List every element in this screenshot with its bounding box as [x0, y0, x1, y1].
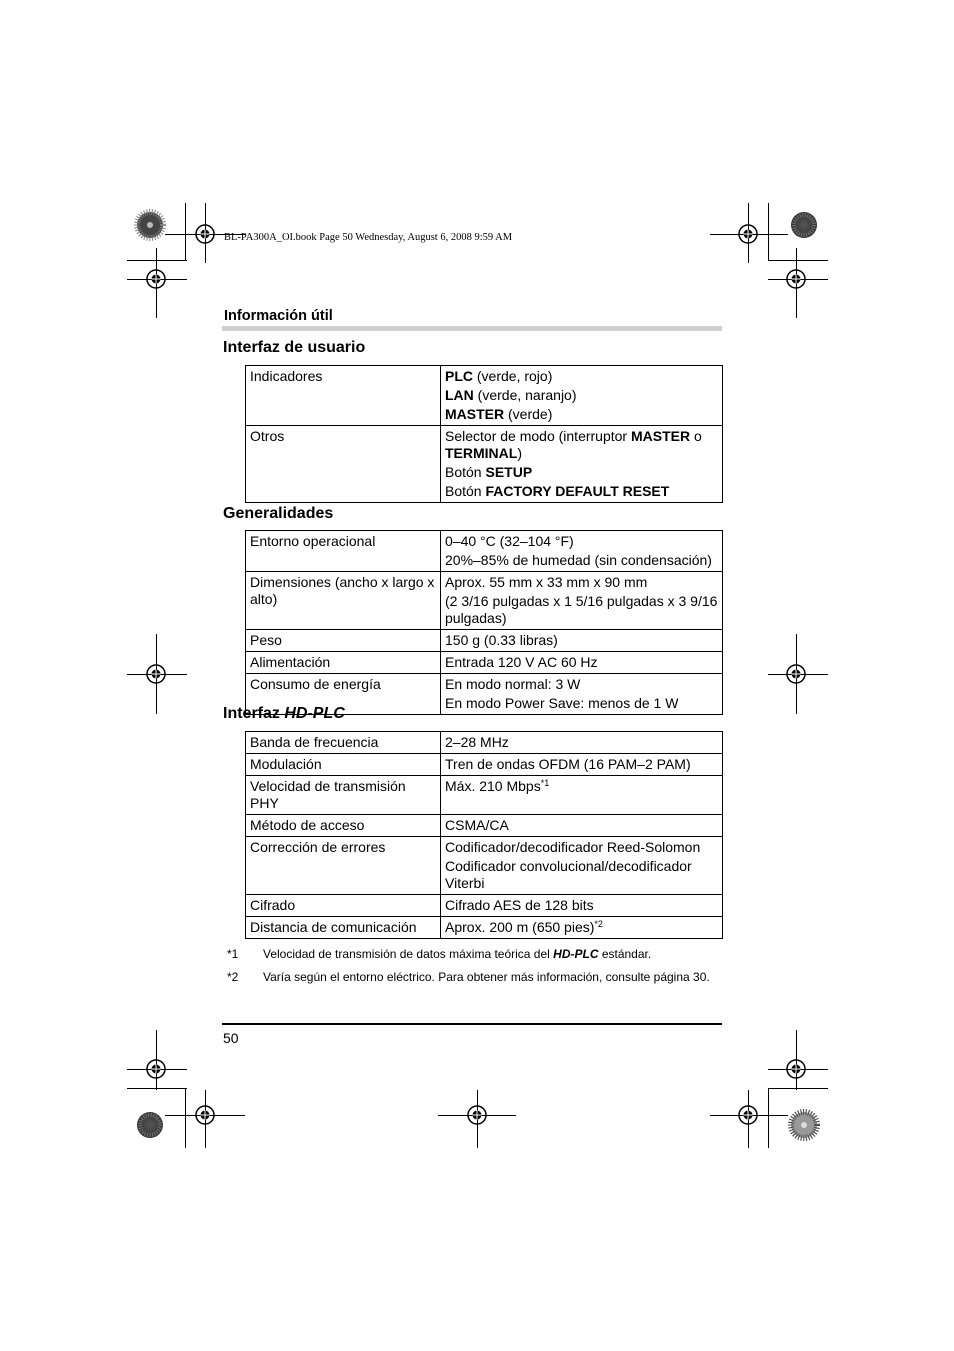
- spec-value: [441, 732, 723, 754]
- text-run: En modo Power Save: menos de 1 W: [445, 695, 679, 711]
- footnote-mark: *1: [227, 947, 239, 961]
- heading-prefix: Interfaz: [223, 705, 285, 722]
- value-line: [445, 632, 718, 649]
- value-line: [445, 428, 718, 462]
- spec-label: Dimensiones (ancho x largo x alto): [246, 572, 441, 630]
- text-run: (verde): [504, 406, 553, 422]
- footnote-2: [227, 970, 733, 985]
- table-row: [246, 426, 723, 503]
- spec-label: Cifrado: [246, 895, 441, 917]
- value-line: [445, 574, 718, 591]
- spec-label: Velocidad de transmisión PHY: [246, 776, 441, 815]
- heading-italic: HD-PLC: [284, 705, 345, 722]
- text-run: 150 g (0.33 libras): [445, 632, 558, 648]
- spec-label: Banda de frecuencia: [246, 732, 441, 754]
- spec-value: [441, 572, 723, 630]
- spec-value: [441, 366, 723, 426]
- text-run: TERMINAL: [445, 445, 518, 461]
- value-line: [445, 368, 718, 385]
- spec-value: [441, 426, 723, 503]
- spec-value: [441, 754, 723, 776]
- text-run: Cifrado AES de 128 bits: [445, 897, 594, 913]
- text-run: LAN: [445, 387, 474, 403]
- section-header: Información útil: [224, 308, 333, 324]
- text-run: Tren de ondas OFDM (16 PAM–2 PAM): [445, 756, 691, 772]
- value-line: [445, 387, 718, 404]
- text-run: Codificador convolucional/decodificador Viterbi: [445, 858, 692, 891]
- value-line: [445, 654, 718, 671]
- text-run: (verde, naranjo): [473, 387, 577, 403]
- value-line: [445, 406, 718, 423]
- text-run: estándar.: [598, 947, 652, 961]
- text-run: SETUP: [485, 464, 533, 480]
- page-number: 50: [223, 1030, 239, 1046]
- text-run: MASTER: [445, 406, 505, 422]
- text-run: (verde, rojo): [473, 368, 553, 384]
- spec-value: [441, 776, 723, 815]
- value-line: [445, 483, 718, 500]
- bottom-rule: [222, 1023, 722, 1025]
- spec-value: [441, 815, 723, 837]
- text-run: 20%–85% de humedad (sin condensación): [445, 552, 712, 568]
- text-run: Entrada 120 V AC 60 Hz: [445, 654, 598, 670]
- table-user-interface: [245, 365, 723, 503]
- table-row: [246, 895, 723, 917]
- table-row: [246, 815, 723, 837]
- footnote-text: [263, 947, 651, 961]
- spec-value: [441, 630, 723, 652]
- text-run: FACTORY DEFAULT RESET: [485, 483, 670, 499]
- table-row: [246, 837, 723, 895]
- value-line: [445, 593, 718, 627]
- heading-hdplc-interface: [223, 705, 345, 723]
- spec-value: [441, 917, 723, 939]
- text-run: (2 3/16 pulgadas x 1 5/16 pulgadas x 3 9/16 pulgadas): [445, 593, 718, 626]
- heading-general: Generalidades: [223, 505, 334, 522]
- text-run: HD-PLC: [553, 947, 599, 961]
- color-disc-icon: [137, 212, 163, 238]
- value-line: [445, 778, 718, 795]
- table-row: [246, 776, 723, 815]
- table-row: [246, 732, 723, 754]
- text-run: ): [517, 445, 522, 461]
- table-row: [246, 917, 723, 939]
- footnote-mark: *2: [227, 970, 239, 984]
- value-line: [445, 676, 718, 693]
- value-line: [445, 734, 718, 751]
- spec-label: Otros: [246, 426, 441, 503]
- value-line: [445, 858, 718, 892]
- text-run: 2–28 MHz: [445, 734, 509, 750]
- value-line: [445, 839, 718, 856]
- spec-value: [441, 837, 723, 895]
- spec-label: Entorno operacional: [246, 531, 441, 572]
- table-row: [246, 630, 723, 652]
- text-run: Varía según el entorno eléctrico. Para obtener más información, consulte página 30.: [263, 970, 710, 984]
- spec-label: Alimentación: [246, 652, 441, 674]
- value-line: [445, 817, 718, 834]
- table-row: [246, 754, 723, 776]
- text-run: *2: [594, 919, 603, 929]
- text-run: MASTER: [630, 428, 691, 444]
- text-run: Velocidad de transmisión de datos máxima teórica del: [263, 947, 554, 961]
- spec-value: [441, 674, 723, 715]
- text-run: 0–40 °C (32–104 °F): [445, 533, 574, 549]
- text-run: Codificador/decodificador Reed-Solomon: [445, 839, 701, 855]
- value-line: [445, 464, 718, 481]
- table-row: [246, 652, 723, 674]
- spec-label: Corrección de errores: [246, 837, 441, 895]
- value-line: [445, 533, 718, 550]
- text-run: PLC: [445, 368, 473, 384]
- value-line: [445, 919, 718, 936]
- table-row: [246, 366, 723, 426]
- heading-user-interface: Interfaz de usuario: [223, 339, 366, 356]
- text-run: Selector de modo (interruptor: [445, 428, 631, 444]
- text-run: Botón: [445, 464, 486, 480]
- value-line: [445, 695, 718, 712]
- print-info: BL-PA300A_OI.book Page 50 Wednesday, August 6, 2008 9:59 AM: [224, 232, 513, 243]
- value-line: [445, 552, 718, 569]
- spec-value: [441, 895, 723, 917]
- spec-label: Método de acceso: [246, 815, 441, 837]
- text-run: Aprox. 55 mm x 33 mm x 90 mm: [445, 574, 648, 590]
- text-run: o: [690, 428, 702, 444]
- table-row: [246, 531, 723, 572]
- value-line: [445, 756, 718, 773]
- spec-label: Indicadores: [246, 366, 441, 426]
- text-run: Máx. 210 Mbps: [445, 778, 541, 794]
- spec-label: Distancia de comunicación: [246, 917, 441, 939]
- footnote-1: [227, 947, 733, 962]
- value-line: [445, 897, 718, 914]
- text-run: Botón: [445, 483, 486, 499]
- text-run: Aprox. 200 m (650 pies): [445, 919, 595, 935]
- header-rule: [222, 326, 722, 331]
- spec-label: Consumo de energía: [246, 674, 441, 715]
- text-run: CSMA/CA: [445, 817, 509, 833]
- footnote-text: [263, 970, 710, 984]
- spec-value: [441, 652, 723, 674]
- table-general: [245, 530, 723, 715]
- text-run: En modo normal: 3 W: [445, 676, 581, 692]
- text-run: *1: [540, 778, 550, 788]
- table-row: [246, 572, 723, 630]
- table-hdplc-interface: [245, 731, 723, 939]
- spec-label: Peso: [246, 630, 441, 652]
- spec-value: [441, 531, 723, 572]
- spec-label: Modulación: [246, 754, 441, 776]
